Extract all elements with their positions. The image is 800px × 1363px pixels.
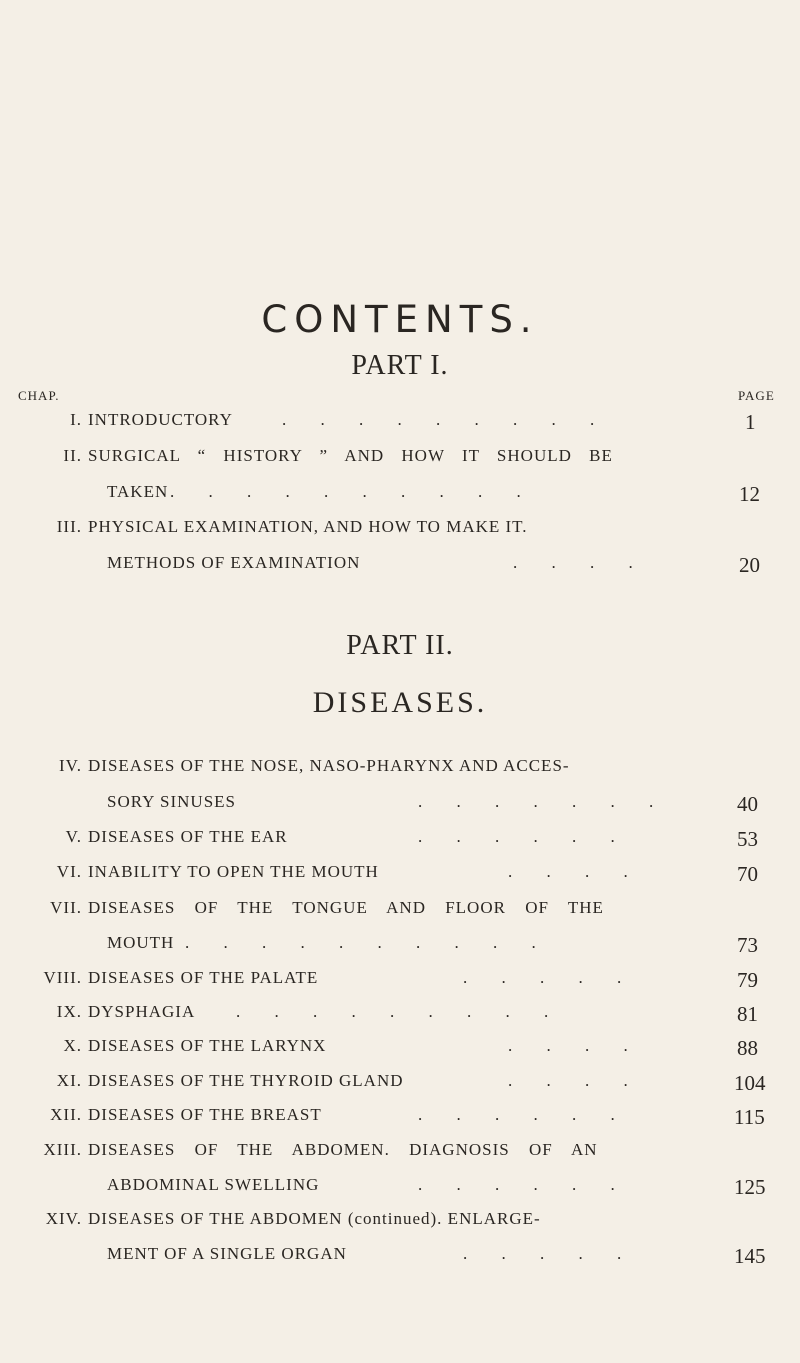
chapter-number: VI.: [56, 862, 82, 881]
chapter-title: DISEASES OF THE THYROID GLAND: [88, 1071, 404, 1090]
toc-entry-chapter-3-continued: [0, 553, 800, 577]
page-number: 125: [734, 1175, 766, 1199]
chapter-title: DISEASES OF THE ABDOMEN. DIAGNOSIS OF AN: [88, 1140, 598, 1159]
toc-entry-chapter-3: [0, 517, 800, 541]
page-number: 79: [737, 968, 758, 992]
page-number: 12: [739, 482, 760, 506]
page-number: 1: [745, 410, 756, 434]
chapter-column-label: CHAP.: [18, 388, 60, 403]
leader-dots: . . . .: [508, 1071, 643, 1090]
chapter-title: DISEASES OF THE PALATE: [88, 968, 319, 987]
toc-entry-chapter-6: [0, 862, 800, 886]
leader-dots: . . . . . . . . . .: [185, 933, 551, 952]
leader-dots: . . . . . .: [418, 827, 630, 846]
chapter-number: VIII.: [43, 968, 82, 987]
toc-entry-chapter-13-continued: [0, 1175, 800, 1199]
toc-entry-chapter-2-continued: [0, 482, 800, 506]
chapter-title: DISEASES OF THE EAR: [88, 827, 288, 846]
leader-dots: . . . .: [508, 1036, 643, 1055]
chapter-number: I.: [70, 410, 82, 429]
page-number: 145: [734, 1244, 766, 1268]
toc-entry-chapter-11: [0, 1071, 800, 1095]
chapter-title-continued: METHODS OF EXAMINATION: [107, 553, 361, 572]
chapter-number: III.: [56, 517, 82, 536]
chapter-title: SURGICAL “ HISTORY ” AND HOW IT SHOULD BE: [88, 446, 613, 465]
leader-dots: . . . . . . . . .: [236, 1002, 564, 1021]
page-number: 40: [737, 792, 758, 816]
toc-entry-chapter-14: [0, 1209, 800, 1233]
page-title: CONTENTS.: [261, 298, 539, 341]
leader-dots: . . . . . . .: [418, 792, 669, 811]
toc-entry-chapter-4: [0, 756, 800, 780]
page-number: 20: [739, 553, 760, 577]
chapter-title: DISEASES OF THE NOSE, NASO-PHARYNX AND ACCES-: [88, 756, 570, 775]
chapter-title-continued: TAKEN: [107, 482, 169, 501]
page-number: 88: [737, 1036, 758, 1060]
page-number: 53: [737, 827, 758, 851]
toc-entry-chapter-1: [0, 410, 800, 434]
toc-entry-chapter-4-continued: [0, 792, 800, 816]
chapter-number: X.: [63, 1036, 82, 1055]
diseases-heading: DISEASES.: [312, 686, 488, 719]
chapter-number: XI.: [56, 1071, 82, 1090]
chapter-title: PHYSICAL EXAMINATION, AND HOW TO MAKE IT.: [88, 517, 528, 536]
chapter-number: IX.: [56, 1002, 82, 1021]
leader-dots: . . . . .: [463, 1244, 637, 1263]
leader-dots: . . . . . . . . . .: [170, 482, 536, 501]
page-number: 73: [737, 933, 758, 957]
toc-entry-chapter-12: [0, 1105, 800, 1129]
leader-dots: . . . . . .: [418, 1105, 630, 1124]
chapter-title: DISEASES OF THE BREAST: [88, 1105, 322, 1124]
toc-entry-chapter-10: [0, 1036, 800, 1060]
toc-entry-chapter-7: [0, 898, 800, 922]
leader-dots: . . . . . . . . .: [282, 410, 610, 429]
chapter-title: DISEASES OF THE TONGUE AND FLOOR OF THE: [88, 898, 604, 917]
chapter-title: DYSPHAGIA: [88, 1002, 196, 1021]
leader-dots: . . . .: [513, 553, 648, 572]
leader-dots: . . . . . .: [418, 1175, 630, 1194]
toc-entry-chapter-9: [0, 1002, 800, 1026]
chapter-title: DISEASES OF THE ABDOMEN (continued). ENLARGE-: [88, 1209, 541, 1228]
toc-entry-chapter-5: [0, 827, 800, 851]
leader-dots: . . . . .: [463, 968, 637, 987]
chapter-number: XIII.: [43, 1140, 82, 1159]
chapter-title: INTRODUCTORY: [88, 410, 233, 429]
chapter-title: INABILITY TO OPEN THE MOUTH: [88, 862, 379, 881]
chapter-title-continued: MENT OF A SINGLE ORGAN: [107, 1244, 347, 1263]
chapter-number: II.: [63, 446, 82, 465]
page-number: 70: [737, 862, 758, 886]
chapter-number: VII.: [50, 898, 82, 917]
chapter-title: DISEASES OF THE LARYNX: [88, 1036, 327, 1055]
page-column-label: PAGE: [738, 388, 775, 403]
part-one-heading: PART I.: [351, 350, 449, 381]
toc-entry-chapter-8: [0, 968, 800, 992]
leader-dots: . . . .: [508, 862, 643, 881]
chapter-title-continued: ABDOMINAL SWELLING: [107, 1175, 320, 1194]
chapter-number: XIV.: [45, 1209, 82, 1228]
toc-entry-chapter-7-continued: [0, 933, 800, 957]
page-number: 81: [737, 1002, 758, 1026]
chapter-number: V.: [65, 827, 82, 846]
part-two-heading: PART II.: [346, 630, 454, 661]
chapter-title-continued: MOUTH: [107, 933, 175, 952]
toc-entry-chapter-14-continued: [0, 1244, 800, 1268]
toc-entry-chapter-2: [0, 446, 800, 470]
chapter-title-continued: SORY SINUSES: [107, 792, 236, 811]
chapter-number: XII.: [50, 1105, 82, 1124]
page-number: 104: [734, 1071, 766, 1095]
chapter-number: IV.: [59, 756, 82, 775]
toc-entry-chapter-13: [0, 1140, 800, 1164]
page-number: 115: [734, 1105, 765, 1129]
